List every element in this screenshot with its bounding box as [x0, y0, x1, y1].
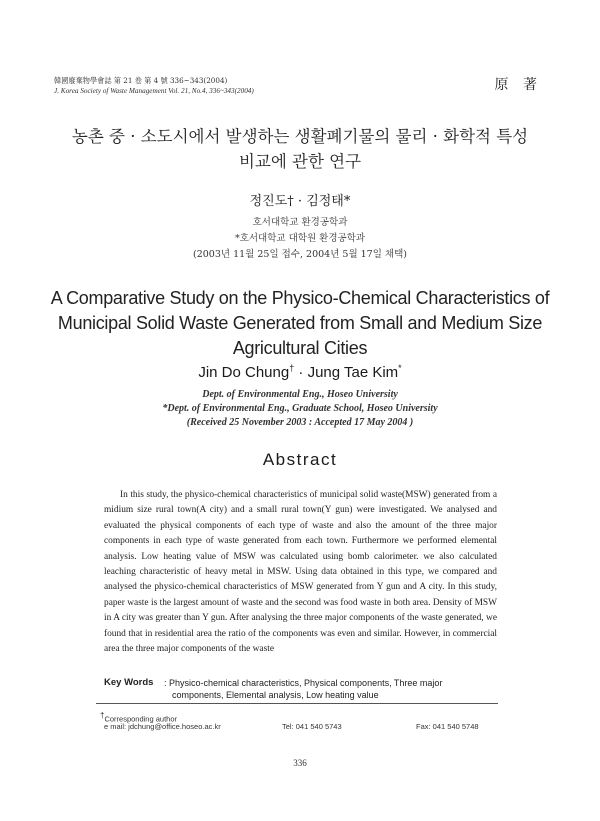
keywords-label: Key Words — [104, 677, 154, 688]
author-1-name: Jin Do Chung — [198, 364, 290, 381]
received-dates-ko: (2003년 11월 25일 접수, 2004년 5월 17일 채택) — [192, 249, 407, 260]
asterisk-mark: * — [398, 363, 402, 373]
received-dates-en: (Received 25 November 2003 : Accepted 17 May 2004 ) — [186, 417, 414, 428]
journal-citation-en: J. Korea Society of Waste Management Vol. 21, No.4, 336~343(2004) — [54, 87, 254, 95]
affiliation-ko-1: 호서대학교 환경공학과 — [252, 217, 348, 228]
title-korean — [40, 124, 560, 174]
author-2-name: Jung Tae Kim — [307, 364, 399, 381]
keywords-line-2: components, Elemental analysis, Low heating value — [172, 690, 379, 700]
affiliation-ko-2: *호서대학교 대학원 환경공학과 — [234, 233, 366, 244]
journal-header — [54, 76, 254, 96]
title-korean-line-1: 농촌 중 · 소도시에서 발생하는 생활폐기물의 물리 · 화학적 특성 — [71, 127, 529, 146]
corresponding-author-label: Corresponding author — [104, 714, 177, 724]
title-english-line-3: Agricultural Cities — [232, 338, 368, 358]
journal-citation-ko: 韓國廢棄物學會誌 第 21 卷 第 4 號 336~343(2004) — [54, 76, 228, 85]
keywords-list — [164, 677, 504, 701]
contact-tel: Tel: 041 540 5743 — [282, 722, 342, 731]
title-english-line-1: A Comparative Study on the Physico-Chemical Characteristics of — [50, 288, 550, 308]
abstract-body: In this study, the physico-chemical characteristics of municipal solid waste(MSW) generated from a midium size rural town(A city) and a small rural town(Y gun) were investigated. We analysed and evaluated the physical components of each type of waste and also the amount of the three major components in each type of waste generated from each town. Furthermore we performed elemental analysis. Low heating value of MSW was calculated using bomb calorimeter. we also calculated leaching characteristic of heavy metal in MSW. Using data obtained in this type, we compared and analysed the physico-chemical characteristics of MSW generated from Y gun and A city. In this study, paper waste is the largest amount of waste and the second was food waste in both area. Density of MSW in A city was greater than Y gun. After analysing the three major components of the waste generated, we found that in residential area the ratio of the components was even and similar. However, in commercial area the three major components of the waste — [104, 490, 497, 655]
authors-english — [0, 363, 600, 381]
page-number: 336 — [293, 758, 307, 768]
footnote-dagger-mark: † — [100, 711, 105, 720]
affiliation-en-1: Dept. of Environmental Eng., Hoseo University — [202, 389, 398, 400]
dagger-mark: † — [289, 363, 295, 373]
affiliations-english — [0, 388, 600, 430]
authors-korean: 정진도† · 김정태* — [249, 194, 351, 209]
affiliations-korean — [0, 215, 600, 263]
footnote-divider — [96, 703, 498, 704]
abstract-heading: Abstract — [262, 450, 338, 469]
author-separator: · — [294, 364, 308, 381]
contact-fax: Fax: 041 540 5748 — [416, 722, 479, 731]
title-english — [40, 286, 560, 361]
keywords-line-1: : Physico-chemical characteristics, Physical components, Three major — [164, 678, 443, 688]
contact-email: e mail: jdchung@office.hoseo.ac.kr — [104, 722, 221, 731]
title-korean-line-2: 비교에 관한 연구 — [238, 152, 362, 171]
article-type-badge: 原 著 — [494, 77, 542, 93]
affiliation-en-2: *Dept. of Environmental Eng., Graduate School, Hoseo University — [162, 403, 438, 414]
title-english-line-2: Municipal Solid Waste Generated from Small and Medium Size — [57, 313, 543, 333]
